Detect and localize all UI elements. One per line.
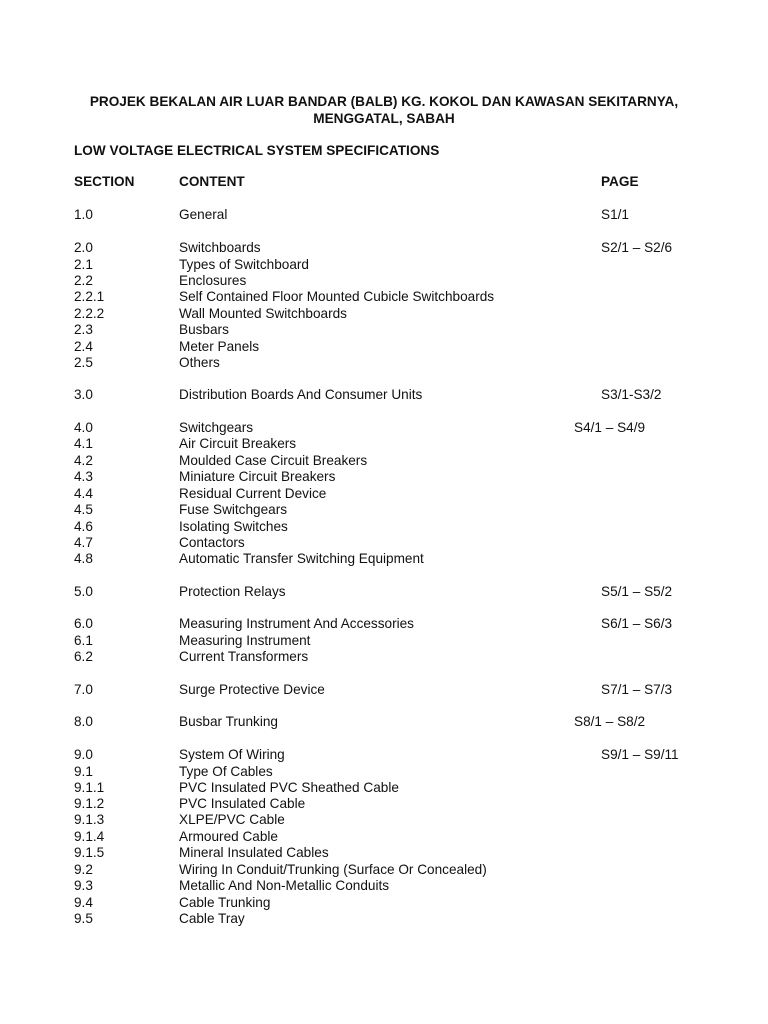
section-content: Switchboards xyxy=(179,240,261,255)
section-content: Cable Tray xyxy=(179,911,245,926)
list-item xyxy=(0,714,768,730)
section-number: 9.3 xyxy=(74,878,93,893)
section-content: Contactors xyxy=(179,535,245,550)
section-number: 4.7 xyxy=(74,535,93,550)
list-item xyxy=(0,240,768,256)
section-content: System Of Wiring xyxy=(179,747,285,762)
header-section: SECTION xyxy=(74,174,135,189)
list-item xyxy=(0,845,768,861)
section-number: 2.0 xyxy=(74,240,93,255)
list-item xyxy=(0,633,768,649)
list-item xyxy=(0,486,768,502)
list-item xyxy=(0,469,768,485)
section-content: Mineral Insulated Cables xyxy=(179,845,329,860)
section-content: Wiring In Conduit/Trunking (Surface Or Concealed) xyxy=(179,862,487,877)
section-number: 4.4 xyxy=(74,486,93,501)
section-number: 6.0 xyxy=(74,616,93,631)
page-reference: S8/1 – S8/2 xyxy=(574,714,646,729)
section-number: 3.0 xyxy=(74,387,93,402)
section-number: 6.2 xyxy=(74,649,93,664)
section-number: 2.3 xyxy=(74,322,93,337)
section-content: Current Transformers xyxy=(179,649,309,664)
section-content: Surge Protective Device xyxy=(179,682,325,697)
list-item xyxy=(0,306,768,322)
section-content: Self Contained Floor Mounted Cubicle Switchboards xyxy=(179,289,495,304)
section-number: 4.5 xyxy=(74,502,93,517)
section-number: 9.0 xyxy=(74,747,93,762)
page-reference: S1/1 xyxy=(601,207,629,222)
list-item xyxy=(0,764,768,780)
table-header xyxy=(0,174,768,190)
section-content: Measuring Instrument xyxy=(179,633,311,648)
list-item xyxy=(0,616,768,632)
section-content: Measuring Instrument And Accessories xyxy=(179,616,414,631)
list-item xyxy=(0,812,768,828)
section-content: Miniature Circuit Breakers xyxy=(179,469,336,484)
section-content: Residual Current Device xyxy=(179,486,327,501)
list-item xyxy=(0,747,768,763)
list-item xyxy=(0,911,768,927)
document-subtitle: LOW VOLTAGE ELECTRICAL SYSTEM SPECIFICATIONS xyxy=(74,143,440,158)
page-reference: S6/1 – S6/3 xyxy=(601,616,673,631)
section-number: 7.0 xyxy=(74,682,93,697)
list-item xyxy=(0,682,768,698)
section-content: Automatic Transfer Switching Equipment xyxy=(179,551,424,566)
section-number: 2.2 xyxy=(74,273,93,288)
section-number: 9.1.4 xyxy=(74,829,105,844)
section-content: Armoured Cable xyxy=(179,829,278,844)
list-item xyxy=(0,780,768,796)
section-content: Fuse Switchgears xyxy=(179,502,288,517)
section-number: 4.8 xyxy=(74,551,93,566)
section-number: 9.4 xyxy=(74,895,93,910)
list-item xyxy=(0,535,768,551)
list-item xyxy=(0,502,768,518)
section-content: Wall Mounted Switchboards xyxy=(179,306,347,321)
section-number: 2.2.1 xyxy=(74,289,105,304)
header-page: PAGE xyxy=(601,174,639,189)
page-reference: S4/1 – S4/9 xyxy=(574,420,646,435)
document-title xyxy=(40,93,728,127)
page-reference: S2/1 – S2/6 xyxy=(601,240,673,255)
list-item xyxy=(0,453,768,469)
section-number: 1.0 xyxy=(74,207,93,222)
section-number: 2.5 xyxy=(74,355,93,370)
list-item xyxy=(0,257,768,273)
section-number: 2.2.2 xyxy=(74,306,105,321)
section-content: Enclosures xyxy=(179,273,247,288)
section-content: Distribution Boards And Consumer Units xyxy=(179,387,423,402)
section-content: Types of Switchboard xyxy=(179,257,309,272)
section-content: PVC Insulated Cable xyxy=(179,796,306,811)
list-item xyxy=(0,829,768,845)
section-content: Metallic And Non-Metallic Conduits xyxy=(179,878,390,893)
page-reference: S3/1-S3/2 xyxy=(601,387,662,402)
section-number: 2.4 xyxy=(74,339,93,354)
section-content: XLPE/PVC Cable xyxy=(179,812,285,827)
list-item xyxy=(0,862,768,878)
list-item xyxy=(0,649,768,665)
list-item xyxy=(0,322,768,338)
section-content: Switchgears xyxy=(179,420,254,435)
header-content: CONTENT xyxy=(179,174,245,189)
section-number: 9.1.1 xyxy=(74,780,105,795)
section-content: Air Circuit Breakers xyxy=(179,436,297,451)
section-content: Type Of Cables xyxy=(179,764,273,779)
list-item xyxy=(0,273,768,289)
section-content: Moulded Case Circuit Breakers xyxy=(179,453,368,468)
list-item xyxy=(0,796,768,812)
section-number: 9.1.5 xyxy=(74,845,105,860)
list-item xyxy=(0,420,768,436)
section-content: General xyxy=(179,207,228,222)
list-item xyxy=(0,387,768,403)
page-reference: S7/1 – S7/3 xyxy=(601,682,673,697)
section-number: 4.1 xyxy=(74,436,93,451)
section-number: 4.3 xyxy=(74,469,93,484)
list-item xyxy=(0,355,768,371)
section-content: Isolating Switches xyxy=(179,519,288,534)
section-number: 9.2 xyxy=(74,862,93,877)
section-number: 5.0 xyxy=(74,584,93,599)
page-reference: S9/1 – S9/11 xyxy=(601,747,679,762)
section-content: PVC Insulated PVC Sheathed Cable xyxy=(179,780,399,795)
section-number: 2.1 xyxy=(74,257,93,272)
section-number: 8.0 xyxy=(74,714,93,729)
page-reference: S5/1 – S5/2 xyxy=(601,584,673,599)
list-item xyxy=(0,436,768,452)
list-item xyxy=(0,207,768,223)
list-item xyxy=(0,551,768,567)
document-title-line-1: PROJEK BEKALAN AIR LUAR BANDAR (BALB) KG. KOKOL DAN KAWASAN SEKITARNYA, xyxy=(89,94,679,109)
section-content: Cable Trunking xyxy=(179,895,271,910)
section-number: 9.1.3 xyxy=(74,812,105,827)
section-number: 4.2 xyxy=(74,453,93,468)
section-content: Others xyxy=(179,355,220,370)
section-content: Busbar Trunking xyxy=(179,714,278,729)
list-item xyxy=(0,584,768,600)
list-item xyxy=(0,289,768,305)
section-number: 6.1 xyxy=(74,633,93,648)
list-item xyxy=(0,339,768,355)
section-content: Protection Relays xyxy=(179,584,286,599)
list-item xyxy=(0,519,768,535)
section-number: 9.1.2 xyxy=(74,796,105,811)
section-number: 4.0 xyxy=(74,420,93,435)
document-title-line-2: MENGGATAL, SABAH xyxy=(313,111,455,126)
section-content: Meter Panels xyxy=(179,339,260,354)
list-item xyxy=(0,895,768,911)
section-number: 9.5 xyxy=(74,911,93,926)
list-item xyxy=(0,878,768,894)
section-content: Busbars xyxy=(179,322,229,337)
section-number: 9.1 xyxy=(74,764,93,779)
section-number: 4.6 xyxy=(74,519,93,534)
